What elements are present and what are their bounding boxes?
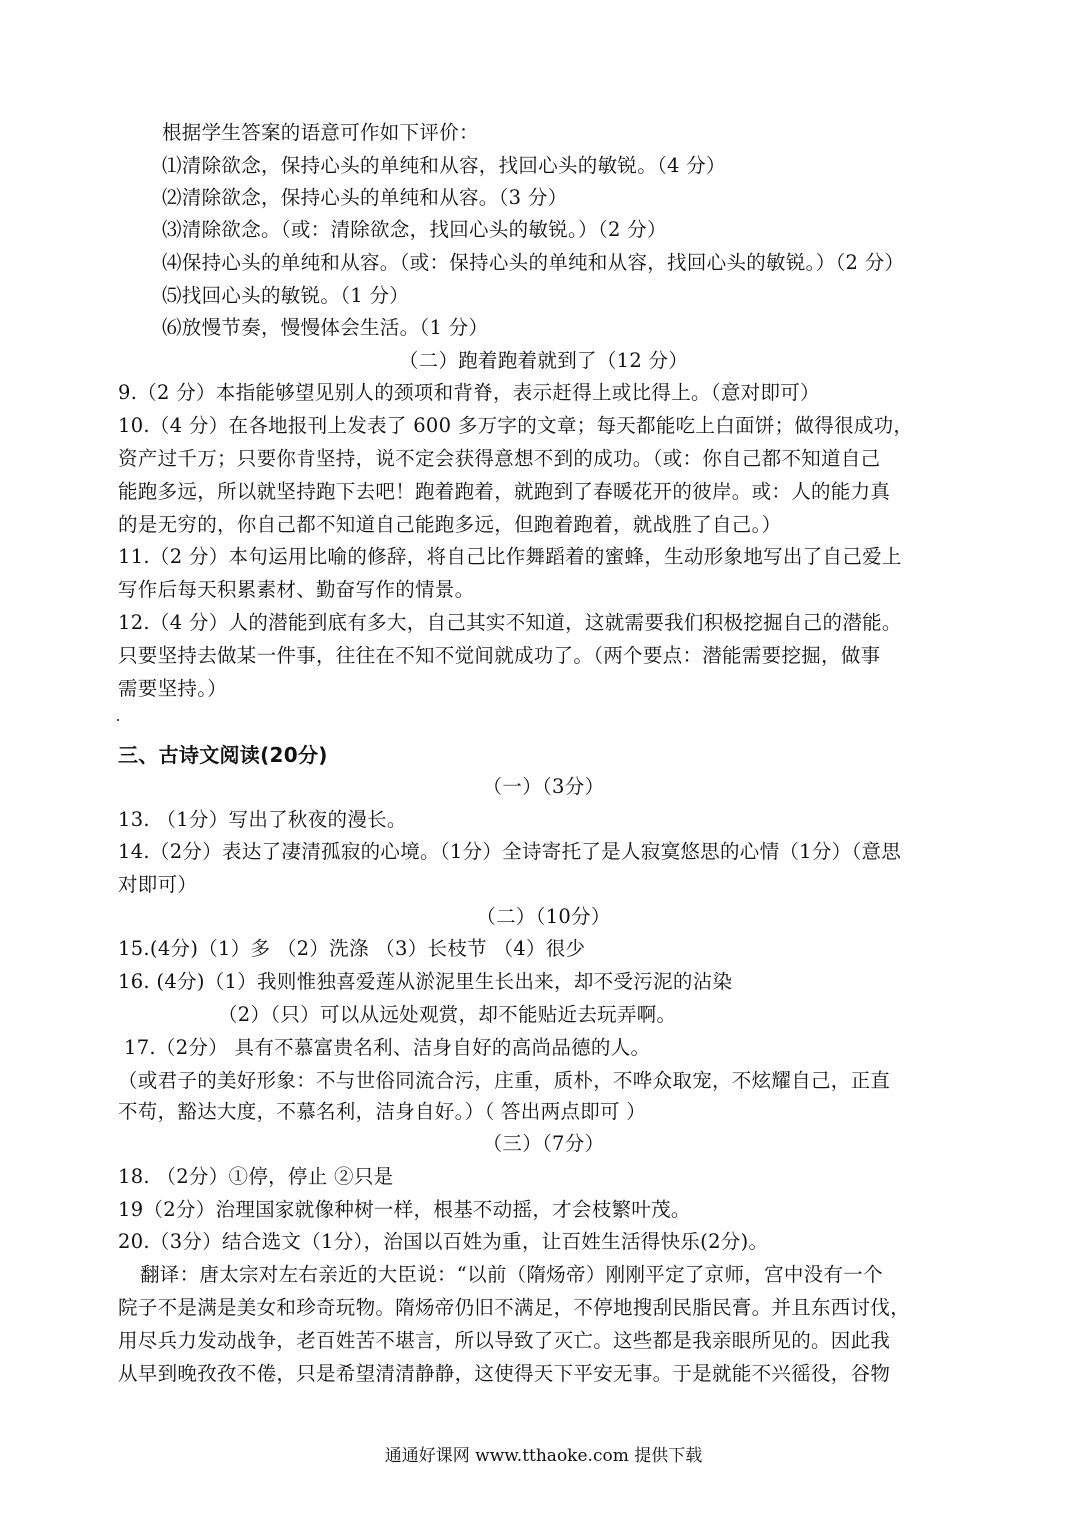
subsection-one-heading: （一）（3分） — [482, 775, 605, 798]
answer-16-line-2: （2）（只）可以从远处观赏，却不能贴近去玩弄啊。 — [218, 1003, 677, 1026]
answer-18: 18. （2分）①停，停止 ②只是 — [118, 1165, 394, 1188]
section-three-heading: 三、古诗文阅读(20分) — [118, 743, 328, 767]
grading-item-4: ⑷保持心头的单纯和从容。（或：保持心头的单纯和从容，找回心头的敏锐。）（2 分） — [162, 251, 905, 274]
answer-17-alt-line-2: 不苟，豁达大度，不慕名利，洁身自好。）（ 答出两点即可 ） — [118, 1100, 647, 1123]
stray-dot — [117, 719, 119, 721]
answer-14-line-2: 对即可） — [118, 873, 198, 896]
answer-19: 19（2分）治理国家就像种树一样，根基不动摇，才会枝繁叶茂。 — [118, 1198, 691, 1221]
grading-item-5: ⑸找回心头的敏锐。（1 分） — [162, 284, 410, 307]
answer-11-line-2: 写作后每天积累素材、勤奋写作的情景。 — [118, 578, 475, 601]
page-footer: 通通好课网 www.tthaoke.com 提供下载 — [384, 1446, 703, 1466]
subsection-two-heading: （二）（10分） — [476, 905, 611, 928]
grading-item-6: ⑹放慢节奏，慢慢体会生活。（1 分） — [162, 316, 489, 339]
answer-10-line-4: 的是无穷的，你自己都不知道自己能跑多远，但跑着跑着，就战胜了自己。） — [118, 513, 782, 536]
answer-15: 15.(4分)（1）多 （2）洗涤 （3）长枝节 （4）很少 — [118, 937, 586, 960]
answer-20: 20.（3分）结合选文（1分），治国以百姓为重，让百姓生活得快乐(2分)。 — [118, 1230, 769, 1253]
grading-item-3: ⑶清除欲念。（或：清除欲念，找回心头的敏锐。）（2 分） — [162, 218, 667, 241]
answer-16-line-1: 16. (4分)（1）我则惟独喜爱莲从淤泥里生长出来，却不受污泥的沾染 — [118, 970, 733, 993]
grading-item-1: ⑴清除欲念，保持心头的单纯和从容，找回心头的敏锐。（4 分） — [162, 154, 726, 177]
answer-13: 13. （1分）写出了秋夜的漫长。 — [118, 808, 407, 831]
answer-10-line-1: 10.（4 分）在各地报刊上发表了 600 多万字的文章；每天都能吃上白面饼；做得很成功， — [118, 414, 914, 437]
answer-10-line-2: 资产过千万；只要你肯坚持，说不定会获得意想不到的成功。（或：你自己都不知道自己 — [118, 447, 881, 470]
translation-line-2: 院子不是满是美女和珍奇玩物。隋炀帝仍旧不满足，不停地搜刮民脂民膏。并且东西讨伐， — [118, 1296, 911, 1319]
grading-item-2: ⑵清除欲念，保持心头的单纯和从容。（3 分） — [162, 186, 568, 209]
answer-11-line-1: 11.（2 分）本句运用比喻的修辞，将自己比作舞蹈着的蜜蜂，生动形象地写出了自己爱上 — [118, 545, 902, 568]
answer-17-alt-line-1: （或君子的美好形象：不与世俗同流合污，庄重，质朴，不哗众取宠，不炫耀自己，正直 — [118, 1069, 891, 1092]
translation-line-4: 从早到晚孜孜不倦，只是希望清清静静，这使得天下平安无事。于是就能不兴徭役，谷物 — [118, 1362, 891, 1385]
answer-12-line-1: 12.（4 分）人的潜能到底有多大，自己其实不知道，这就需要我们积极挖掘自己的潜能。 — [118, 611, 902, 634]
translation-line-3: 用尽兵力发动战争，老百姓苦不堪言，所以导致了灭亡。这些都是我亲眼所见的。因此我 — [118, 1329, 891, 1352]
answer-12-line-3: 需要坚持。） — [118, 677, 228, 700]
grading-intro: 根据学生答案的语意可作如下评价： — [162, 121, 479, 144]
subsection-three-heading: （三）（7分） — [482, 1132, 605, 1155]
answer-17: 17.（2分） 具有不慕富贵名利、洁身自好的高尚品德的人。 — [124, 1036, 651, 1059]
translation-line-1: 翻译：唐太宗对左右亲近的大臣说：“以前（隋炀帝）刚刚平定了京师，宫中没有一个 — [140, 1263, 883, 1286]
answer-12-line-2: 只要坚持去做某一件事，往往在不知不觉间就成功了。（两个要点：潜能需要挖掘，做事 — [118, 644, 881, 667]
answer-9: 9.（2 分）本指能够望见别人的颈项和背脊，表示赶得上或比得上。（意对即可） — [118, 381, 820, 404]
section-heading-two: （二）跑着跑着就到了（12 分） — [398, 349, 689, 372]
answer-10-line-3: 能跑多远，所以就坚持跑下去吧！跑着跑着，就跑到了春暖花开的彼岸。或：人的能力真 — [118, 480, 891, 503]
answer-14-line-1: 14.（2分）表达了凄清孤寂的心境。（1分）全诗寄托了是人寂寞悠思的心情（1分）（意思 — [118, 840, 902, 863]
